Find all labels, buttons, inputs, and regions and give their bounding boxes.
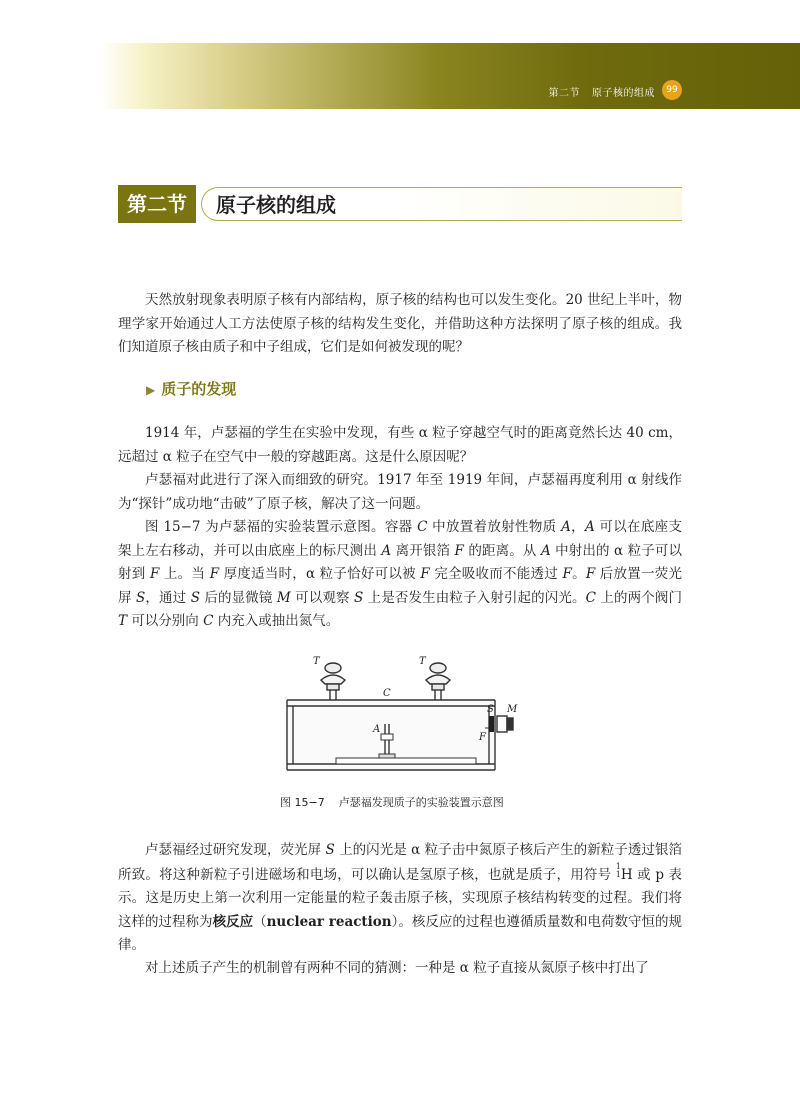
- apparatus-figure: [281, 650, 521, 785]
- paragraph-4: 卢瑟福经过研究发现，荧光屏 S 上的闪光是 α 粒子击中氮原子核后产生的新粒子透过银箔所致。将这种新粒子引进磁场和电场，可以确认是氢原子核，也就是质子，用符号 1 1H 或 p 表示。这是历史上第一次利用一定能量的粒子轰击原子核，实现原子核结构转变的过程。我们将这样的过程称为核反应（nuclear reaction）。核反应的过程也遵循质量数和电荷数守恒的规律。: [118, 842, 683, 953]
- running-head-title: 原子核的组成: [592, 88, 655, 99]
- apparatus-diagram: [281, 650, 521, 785]
- figure-caption: [280, 794, 530, 810]
- label-t-left: T: [313, 656, 320, 667]
- paragraph-2: 卢瑟福对此进行了深入而细致的研究。1917 年至 1919 年间，卢瑟福再度利用 α 射线作为“探针”成功地“击破”了原子核，解决了这一问题。: [118, 472, 682, 512]
- subsection-heading: [146, 378, 236, 399]
- label-c: C: [383, 688, 391, 699]
- label-t-right: T: [419, 656, 426, 667]
- page-number: 99: [662, 80, 682, 100]
- section-heading: [118, 185, 682, 223]
- paragraph-5: 对上述质子产生的机制曾有两种不同的猜测：一种是 α 粒子直接从氮原子核中打出了: [145, 960, 649, 976]
- running-head: [549, 84, 656, 99]
- label-a: A: [373, 724, 381, 735]
- paragraph-1: 1914 年，卢瑟福的学生在实验中发现，有些 α 粒子穿越空气时的距离竟然长达 40 cm，远超过 α 粒子在空气中一般的穿越距离。这是什么原因呢？: [118, 425, 682, 465]
- triangle-marker-icon: ▶: [146, 383, 156, 397]
- section-title: 原子核的组成: [201, 187, 682, 221]
- isotope-numbers: 1 1: [615, 861, 621, 879]
- keyword-nuclear-reaction: 核反应: [212, 913, 254, 930]
- section-badge: 第二节: [118, 185, 196, 223]
- intro-paragraph: 天然放射现象表明原子核有内部结构，原子核的结构也可以发生变化。20 世纪上半叶，物理学家开始通过人工方法使原子核的结构发生变化，并借助这种方法探明了原子核的组成。我们知道原子核由质子和中子组成，它们是如何被发现的呢？: [118, 292, 682, 355]
- figure-caption-text: 卢瑟福发现质子的实验装置示意图: [338, 796, 504, 809]
- paragraph-3: 图 15−7 为卢瑟福的实验装置示意图。容器 C 中放置着放射性物质 A，A 可以在底座支架上左右移动，并可以由底座上的标尺测出 A 离开银箔 F 的距离。从 A 中射出的 α 粒子可以射到 F 上。当 F 厚度适当时，α 粒子恰好可以被 F 完全吸收而不能透过 F。F 后放置一荧光屏 S，通过 S 后的显微镜 M 可以观察 S 上是否发生由粒子入射引起的闪光。C 上的两个阀门 T 可以分别向 C 内充入或抽出氮气。: [118, 519, 683, 629]
- label-s: S: [487, 704, 494, 715]
- figure-number: 图 15−7: [280, 796, 325, 809]
- label-f: F: [479, 732, 486, 743]
- label-m: M: [507, 704, 518, 715]
- subsection-title: 质子的发现: [161, 380, 237, 398]
- header-band: [100, 43, 800, 109]
- running-head-section: 第二节: [548, 88, 580, 99]
